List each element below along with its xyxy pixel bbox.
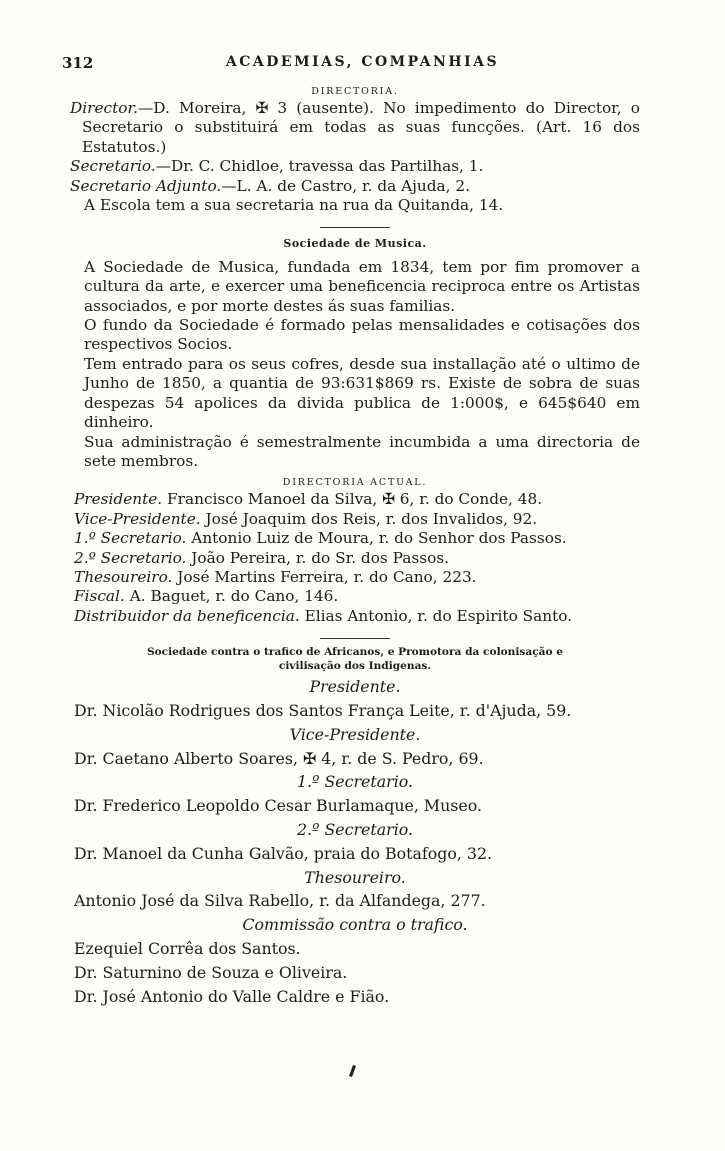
member-entry <box>70 549 640 568</box>
entry-text: —L. A. de Castro, r. da Ajuda, 2. <box>221 176 470 195</box>
member-text: José Joaquim dos Reis, r. dos Invalidos, 92. <box>205 509 538 528</box>
role-label: Vice-Presidente. <box>74 509 201 528</box>
role-heading: 1.º Secretario. <box>296 772 414 792</box>
member-line: Dr. Saturnino de Souza e Oliveira. <box>74 962 348 982</box>
director-entry <box>70 99 640 157</box>
role-label: Secretario. <box>70 157 156 176</box>
role-heading: Presidente. <box>309 677 401 697</box>
member-entry <box>70 529 640 548</box>
member-line: Dr. Frederico Leopoldo Cesar Burlamaque, Museo. <box>74 796 482 816</box>
trafico-directory <box>70 675 640 1008</box>
musica-paragraph: O fundo da Sociedade é formado pelas mensalidades e cotisações dos respectivos Socios. <box>84 316 640 354</box>
section-title-musica: Sociedade de Musica. <box>283 237 427 251</box>
role-heading: Commissão contra o trafico. <box>242 915 468 935</box>
printer-mark-icon <box>347 1064 357 1078</box>
section-title-line: civilisação dos Indigenas. <box>278 660 432 673</box>
escola-note: A Escola tem a sua secretaria na rua da Quitanda, 14. <box>84 196 504 215</box>
member-text: Francisco Manoel da Silva, ✠ 6, r. do Conde, 48. <box>167 490 543 509</box>
musica-paragraph: A Sociedade de Musica, fundada em 1834, tem por fim promover a cultura da arte, e exercer uma beneficencia reciproca entre os Artistas associados, e por morte destes ás suas familias. <box>84 257 640 315</box>
section-divider <box>320 227 390 228</box>
directoria-actual-heading: DIRECTORIA ACTUAL. <box>282 477 428 489</box>
role-label: Fiscal. <box>74 587 125 606</box>
role-heading: Thesoureiro. <box>304 867 406 887</box>
member-line: Dr. Manoel da Cunha Galvão, praia do Botafogo, 32. <box>74 843 493 863</box>
member-line: Dr. Caetano Alberto Soares, ✠ 4, r. de S. Pedro, 69. <box>74 748 484 768</box>
section-divider <box>320 638 390 639</box>
role-label: Secretario Adjunto. <box>70 176 222 195</box>
entry-text: —D. Moreira, ✠ 3 (ausente). No impedimento do Director, o Secretario o substituirá em todas as suas funcções. (Art. 16 dos Estatutos.) <box>82 99 640 156</box>
musica-paragraph: Tem entrado para os seus cofres, desde sua installação até o ultimo de Junho de 1850, a quantia de 93:631$869 rs. Existe de sobra de suas despezas 54 apolices da divida publica de 1:000$, e 645$640 em dinheiro. <box>84 354 640 432</box>
member-text: Antonio Luiz de Moura, r. do Senhor dos Passos. <box>191 529 567 548</box>
member-line: Dr. José Antonio do Valle Caldre e Fião. <box>74 986 390 1006</box>
member-entry <box>70 510 640 529</box>
directoria-heading: DIRECTORIA. <box>311 86 399 97</box>
role-label: 2.º Secretario. <box>74 548 187 567</box>
member-text: A. Baguet, r. do Cano, 146. <box>129 587 339 606</box>
section-title-line: Sociedade contra o trafico de Africanos, e Promotora da colonisação e <box>146 646 564 659</box>
role-label: 1.º Secretario. <box>74 529 187 548</box>
page-header <box>0 54 725 74</box>
member-entry <box>70 490 640 509</box>
musica-paragraph: Sua administração é semestralmente incumbida a uma directoria de sete membros. <box>84 432 640 470</box>
role-label: Distribuidor da beneficencia. <box>74 606 300 625</box>
section-title-trafico <box>70 645 640 673</box>
entry-text: —Dr. C. Chidloe, travessa das Partilhas, 1. <box>155 157 484 176</box>
role-label: Presidente. <box>74 490 163 509</box>
role-label: Director. <box>70 99 138 117</box>
member-text: José Martins Ferreira, r. do Cano, 223. <box>177 567 477 586</box>
page-content <box>70 84 640 1008</box>
running-title: ACADEMIAS, COMPANHIAS <box>225 54 500 70</box>
member-line: Dr. Nicolão Rodrigues dos Santos França Leite, r. d'Ajuda, 59. <box>74 700 572 720</box>
secretario-entry <box>70 157 640 176</box>
role-heading: 2.º Secretario. <box>296 819 414 839</box>
role-label: Thesoureiro. <box>74 567 173 586</box>
member-entry <box>70 587 640 606</box>
page-number: 312 <box>62 54 94 72</box>
member-entry <box>70 568 640 587</box>
member-line: Ezequiel Corrêa dos Santos. <box>74 938 301 958</box>
member-text: Elias Antonio, r. do Espirito Santo. <box>304 606 573 625</box>
member-line: Antonio José da Silva Rabello, r. da Alfandega, 277. <box>74 891 486 911</box>
member-entry <box>70 607 640 626</box>
role-heading: Vice-Presidente. <box>289 724 421 744</box>
member-text: João Pereira, r. do Sr. dos Passos. <box>191 548 449 567</box>
secretario-adjunto-entry <box>70 177 640 196</box>
